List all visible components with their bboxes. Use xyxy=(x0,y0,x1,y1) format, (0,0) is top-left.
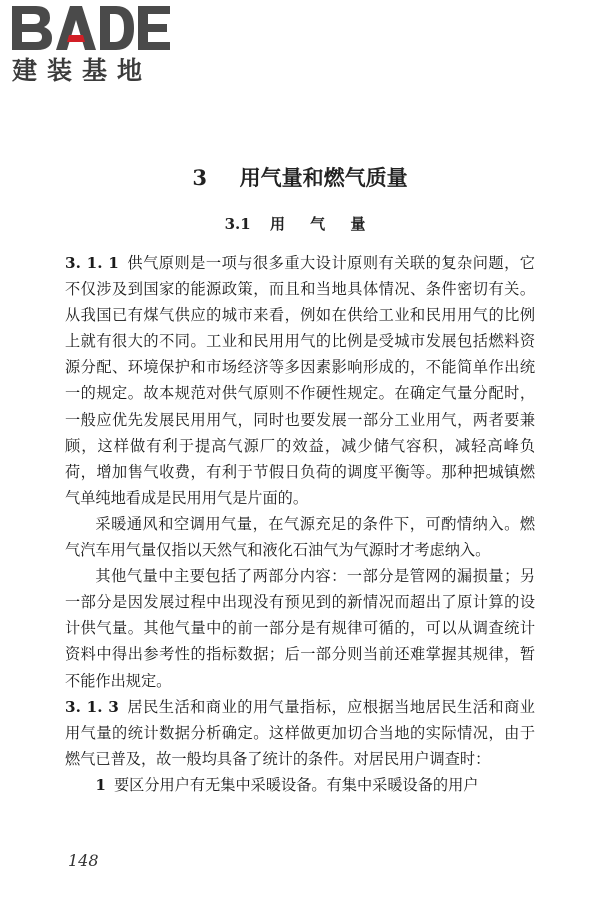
clause-number: 3. 1. 1 xyxy=(65,254,119,272)
paragraph-text: 其他气量中主要包括了两部分内容：一部分是管网的漏损量；另一部分是因发展过程中出现没有预见到的新情况而超出了原计算的设计供气量。其他气量中的前一部分是有规律可循的，可以从调查统计资料中得出参考性的指标数据；后一部分则当前还难掌握其规律，暂不能作出规定。 xyxy=(65,567,535,690)
logo-subtitle: 建装基地 xyxy=(12,56,153,85)
page-number: 148 xyxy=(68,851,99,870)
paragraph-text: 要区分用户有无集中采暖设备。有集中采暖设备的用户 xyxy=(113,775,479,794)
paragraph xyxy=(65,772,535,798)
section-name: 用 气 量 xyxy=(269,215,376,233)
paragraph xyxy=(65,511,535,563)
bade-logo-wordmark xyxy=(10,2,172,54)
body-text xyxy=(65,250,535,798)
paragraph-text: 居民生活和商业的用气量指标，应根据当地居民生活和商业用气量的统计数据分析确定。这样做更加切合当地的实际情况，由于燃气已普及，故一般均具备了统计的条件。对居民用户调查时： xyxy=(65,697,535,768)
paragraph xyxy=(65,250,535,511)
section-number: 3.1 xyxy=(224,215,251,233)
section-title xyxy=(0,213,600,234)
bade-logo xyxy=(10,2,180,86)
chapter-title xyxy=(0,162,600,192)
chapter-number: 3 xyxy=(192,165,207,190)
clause-number: 3. 1. 3 xyxy=(65,697,119,716)
paragraph xyxy=(65,694,535,772)
paragraph-text: 采暖通风和空调用气量，在气源充足的条件下，可酌情纳入。燃气汽车用气量仅指以天然气和液化石油气为气源时才考虑纳入。 xyxy=(65,514,535,560)
chapter-name: 用气量和燃气质量 xyxy=(239,165,408,190)
paragraph xyxy=(65,563,535,693)
list-item-number: 1 xyxy=(95,775,106,794)
paragraph-text: 供气原则是一项与很多重大设计原则有关联的复杂问题，它不仅涉及到国家的能源政策，而且和当地具体情况、条件密切有关。从我国已有煤气供应的城市来看，例如在供给工业和民用用气的比例上就有很大的不同。工业和民用用气的比例是受城市发展包括燃料资源分配、环境保护和市场经济等多因素影响形成的，不能简单作出统一的规定。故本规范对供气原则不作硬性规定。在确定气量分配时，一般应优先发展民用用气，同时也要发展一部分工业用气，两者要兼顾，这样做有利于提高气源厂的效益，减少储气容积，减轻高峰负荷，增加售气收费，有利于节假日负荷的调度平衡等。那种把城镇燃气单纯地看成是民用用气是片面的。 xyxy=(65,254,535,507)
